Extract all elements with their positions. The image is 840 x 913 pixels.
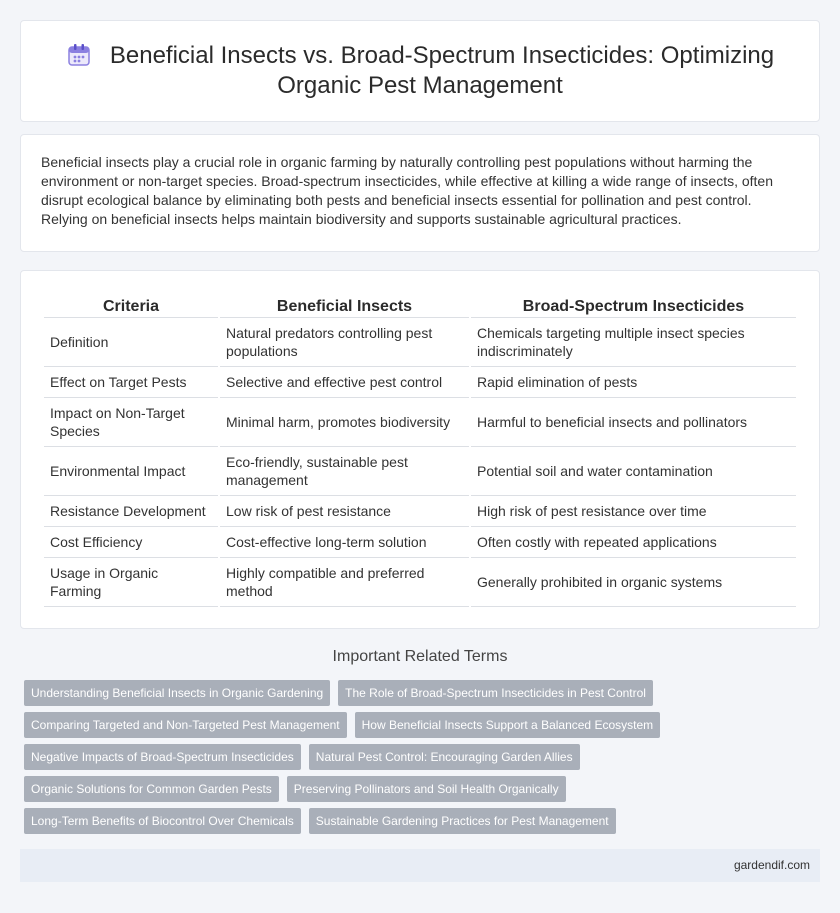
- page-title: Beneficial Insects vs. Broad-Spectrum Insecticides: Optimizing Organic Pest Management: [109, 41, 775, 100]
- footer: [20, 849, 820, 882]
- related-term-tag[interactable]: Comparing Targeted and Non-Targeted Pest Management: [24, 712, 347, 738]
- related-terms-list: [20, 680, 820, 834]
- table-row: [44, 496, 796, 527]
- calendar-icon: [66, 42, 92, 68]
- comparison-table-card: [20, 270, 820, 629]
- tag-row: [24, 680, 820, 706]
- header-card: [20, 20, 820, 122]
- table-cell: Rapid elimination of pests: [471, 367, 796, 398]
- table-header-row: [44, 291, 796, 318]
- table-cell: Highly compatible and preferred method: [220, 558, 469, 607]
- table-row: [44, 527, 796, 558]
- tag-row: [24, 776, 820, 802]
- column-header-broad-spectrum-insecticides: Broad-Spectrum Insecticides: [471, 291, 796, 318]
- table-cell: Natural predators controlling pest populations: [220, 318, 469, 367]
- related-term-tag[interactable]: The Role of Broad-Spectrum Insecticides in Pest Control: [338, 680, 653, 706]
- table-cell: Effect on Target Pests: [44, 367, 218, 398]
- tag-row: [24, 712, 820, 738]
- column-header-beneficial-insects: Beneficial Insects: [220, 291, 469, 318]
- related-terms-heading: Important Related Terms: [332, 648, 508, 665]
- table-cell: High risk of pest resistance over time: [471, 496, 796, 527]
- table-row: [44, 318, 796, 367]
- tag-row: [24, 744, 820, 770]
- related-terms-section: [20, 648, 820, 840]
- table-cell: Often costly with repeated applications: [471, 527, 796, 558]
- column-header-criteria: Criteria: [44, 291, 218, 318]
- table-row: [44, 398, 796, 447]
- related-term-tag[interactable]: Preserving Pollinators and Soil Health Organically: [287, 776, 566, 802]
- table-cell: Harmful to beneficial insects and pollinators: [471, 398, 796, 447]
- footer-site-name: gardendif.com: [733, 858, 810, 872]
- related-term-tag[interactable]: Organic Solutions for Common Garden Pests: [24, 776, 279, 802]
- related-term-tag[interactable]: Long-Term Benefits of Biocontrol Over Chemicals: [24, 808, 301, 834]
- intro-paragraph: Beneficial insects play a crucial role in organic farming by naturally controlling pest populations without harming the environment or non-target species. Broad-spectrum insecticides, while effective at killing a wide range of insects, often disrupt ecological balance by eliminating both pests and beneficial insects essential for pollination and pest control. Relying on beneficial insects helps maintain biodiversity and supports sustainable agricultural practices.: [41, 154, 773, 227]
- tag-row: [24, 808, 820, 834]
- table-cell: Definition: [44, 318, 218, 367]
- table-cell: Potential soil and water contamination: [471, 447, 796, 496]
- related-term-tag[interactable]: Sustainable Gardening Practices for Pest Management: [309, 808, 616, 834]
- table-cell: Minimal harm, promotes biodiversity: [220, 398, 469, 447]
- table-cell: Generally prohibited in organic systems: [471, 558, 796, 607]
- table-row: [44, 367, 796, 398]
- related-term-tag[interactable]: Natural Pest Control: Encouraging Garden Allies: [309, 744, 580, 770]
- intro-card: [20, 134, 820, 252]
- comparison-table: [42, 291, 798, 607]
- table-cell: Eco-friendly, sustainable pest management: [220, 447, 469, 496]
- related-term-tag[interactable]: Understanding Beneficial Insects in Organic Gardening: [24, 680, 330, 706]
- table-cell: Low risk of pest resistance: [220, 496, 469, 527]
- table-cell: Resistance Development: [44, 496, 218, 527]
- table-cell: Cost-effective long-term solution: [220, 527, 469, 558]
- table-cell: Impact on Non-Target Species: [44, 398, 218, 447]
- table-row: [44, 558, 796, 607]
- table-cell: Usage in Organic Farming: [44, 558, 218, 607]
- table-cell: Cost Efficiency: [44, 527, 218, 558]
- related-term-tag[interactable]: How Beneficial Insects Support a Balanced Ecosystem: [355, 712, 660, 738]
- table-cell: Selective and effective pest control: [220, 367, 469, 398]
- table-cell: Environmental Impact: [44, 447, 218, 496]
- table-cell: Chemicals targeting multiple insect species indiscriminately: [471, 318, 796, 367]
- table-row: [44, 447, 796, 496]
- related-term-tag[interactable]: Negative Impacts of Broad-Spectrum Insecticides: [24, 744, 301, 770]
